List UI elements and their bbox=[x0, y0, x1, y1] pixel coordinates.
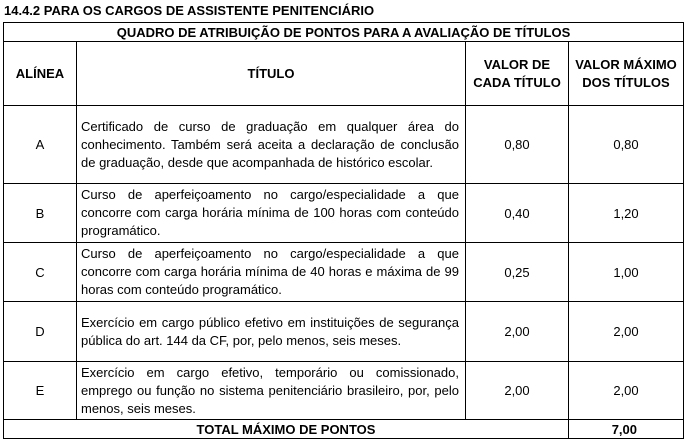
cell-valor-maximo: 0,80 bbox=[569, 106, 684, 184]
section-heading: 14.4.2 PARA OS CARGOS DE ASSISTENTE PENITENCIÁRIO bbox=[4, 3, 375, 18]
total-label: TOTAL MÁXIMO DE PONTOS bbox=[4, 420, 569, 439]
cell-valor-maximo: 1,00 bbox=[569, 243, 684, 302]
cell-titulo: Curso de aperfeiçoamento no cargo/especialidade a que concorre com carga horária mínima de 100 horas com conteúdo programático. bbox=[77, 184, 466, 243]
cell-alinea: D bbox=[4, 302, 77, 362]
header-alinea: ALÍNEA bbox=[4, 42, 77, 106]
table-caption: QUADRO DE ATRIBUIÇÃO DE PONTOS PARA A AVALIAÇÃO DE TÍTULOS bbox=[4, 23, 684, 42]
table-row bbox=[4, 106, 684, 184]
header-valor-cada: VALOR DE CADA TÍTULO bbox=[466, 42, 569, 106]
cell-valor-cada: 0,80 bbox=[466, 106, 569, 184]
cell-alinea: C bbox=[4, 243, 77, 302]
cell-alinea: B bbox=[4, 184, 77, 243]
cell-valor-maximo: 1,20 bbox=[569, 184, 684, 243]
cell-valor-cada: 2,00 bbox=[466, 362, 569, 420]
header-titulo: TÍTULO bbox=[77, 42, 466, 106]
total-row bbox=[4, 420, 684, 439]
cell-titulo: Curso de aperfeiçoamento no cargo/especialidade a que concorre com carga horária mínima de 40 horas e máxima de 99 horas com conteúdo programático. bbox=[77, 243, 466, 302]
table-caption-row bbox=[4, 23, 684, 42]
table-row bbox=[4, 362, 684, 420]
cell-valor-cada: 0,25 bbox=[466, 243, 569, 302]
cell-valor-maximo: 2,00 bbox=[569, 302, 684, 362]
table-row bbox=[4, 184, 684, 243]
cell-valor-cada: 0,40 bbox=[466, 184, 569, 243]
cell-titulo: Certificado de curso de graduação em qualquer área do conhecimento. Também será aceita a declaração de conclusão de graduação, desde que acompanhada de histórico escolar. bbox=[77, 106, 466, 184]
table-row bbox=[4, 243, 684, 302]
cell-valor-cada: 2,00 bbox=[466, 302, 569, 362]
cell-alinea: A bbox=[4, 106, 77, 184]
cell-valor-maximo: 2,00 bbox=[569, 362, 684, 420]
table-header-row bbox=[4, 42, 684, 106]
points-table bbox=[3, 22, 684, 439]
total-value: 7,00 bbox=[569, 420, 684, 439]
cell-titulo: Exercício em cargo efetivo, temporário ou comissionado, emprego ou função no sistema penitenciário brasileiro, por, pelo menos, seis meses. bbox=[77, 362, 466, 420]
header-valor-maximo: VALOR MÁXIMO DOS TÍTULOS bbox=[569, 42, 684, 106]
cell-titulo: Exercício em cargo público efetivo em instituições de segurança pública do art. 144 da CF, por, pelo menos, seis meses. bbox=[77, 302, 466, 362]
table-row bbox=[4, 302, 684, 362]
cell-alinea: E bbox=[4, 362, 77, 420]
